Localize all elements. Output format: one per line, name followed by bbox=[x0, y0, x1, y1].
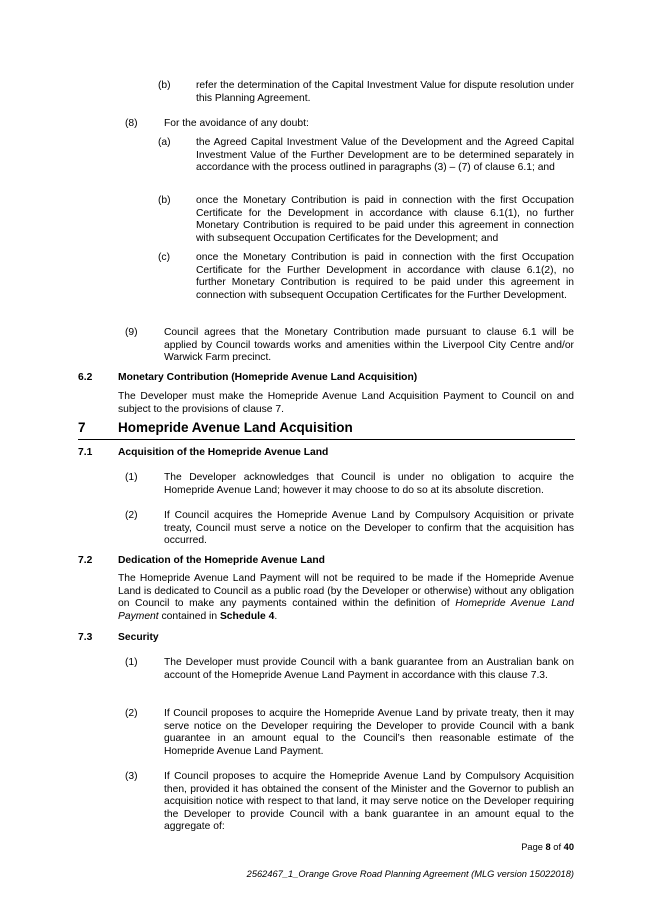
section-text-end: . bbox=[274, 610, 278, 622]
section-number: 6.2 bbox=[78, 372, 93, 383]
item-label: (b) bbox=[158, 195, 171, 206]
section-text-part: contained in bbox=[161, 610, 218, 622]
page-of: of bbox=[553, 842, 562, 852]
item-label: (8) bbox=[125, 118, 138, 129]
item-label: (2) bbox=[125, 708, 138, 719]
clause-number: 7 bbox=[78, 420, 86, 435]
item-text: Council agrees that the Monetary Contribution made pursuant to clause 6.1 will be applied by Council towards works and amenities within the Liverpool City Centre and/or Warwick Farm precinct. bbox=[164, 327, 574, 364]
schedule-reference: Schedule 4 bbox=[219, 610, 275, 622]
section-title: Acquisition of the Homepride Avenue Land bbox=[118, 447, 329, 458]
section-title: Security bbox=[118, 632, 159, 643]
section-number: 7.3 bbox=[78, 632, 93, 643]
item-text: If Council proposes to acquire the Homepride Avenue Land by Compulsory Acquisition then, provided it has obtained the consent of the Minister and the Governor to publish an acquisition notice with respect to that land, it may serve notice on the Developer requiring the Developer to provide Council with a bank guarantee in an amount equal to the aggregate of: bbox=[164, 771, 574, 833]
item-label: (1) bbox=[125, 657, 138, 668]
item-label: (1) bbox=[125, 472, 138, 483]
section-text-part: The Homepride Avenue Land Payment will not be required to be made if the Homepride Avenue Land is dedicated to Council as a public road (by the Developer or otherwise) without any obligation on Council to make any payments contained within the definition of bbox=[118, 573, 574, 610]
item-text: once the Monetary Contribution is paid in connection with the first Occupation Certificate for the Development in accordance with clause 6.1(1), no further Monetary Contribution is required to be paid under this agreement in connection with subsequent Occupation Certificates for the Development; and bbox=[196, 195, 574, 244]
defined-term: Homepride Avenue Land Payment bbox=[118, 598, 574, 622]
page-number bbox=[521, 841, 574, 854]
item-text: The Developer must provide Council with a bank guarantee from an Australian bank on account of the Homepride Avenue Land Payment in accordance with this clause 7.3. bbox=[164, 657, 574, 681]
section-title: Monetary Contribution (Homepride Avenue Land Acquisition) bbox=[118, 372, 418, 383]
clause-title: Homepride Avenue Land Acquisition bbox=[118, 420, 353, 435]
page-prefix: Page bbox=[521, 842, 543, 852]
item-text: For the avoidance of any doubt: bbox=[164, 118, 309, 129]
item-label: (c) bbox=[158, 252, 171, 263]
item-text: the Agreed Capital Investment Value of the Development and the Agreed Capital Investment Value of the Further Development are to be determined separately in accordance with the process outlined in paragraphs (3) – (7) of clause 6.1; and bbox=[196, 137, 574, 174]
section-number: 7.1 bbox=[78, 447, 93, 458]
item-text: If Council acquires the Homepride Avenue Land by Compulsory Acquisition or private treaty, Council must serve a notice on the Developer to confirm that the acquisition has occurred. bbox=[164, 510, 574, 547]
document-reference: 2562467_1_Orange Grove Road Planning Agreement (MLG version 15022018) bbox=[246, 869, 574, 879]
item-text: once the Monetary Contribution is paid in connection with the first Occupation Certificate for the Further Development in accordance with clause 6.1(2), no further Monetary Contribution is required to be paid under this agreement in connection with subsequent Occupation Certificates for the Further Development. bbox=[196, 252, 574, 301]
heading-rule bbox=[78, 439, 575, 440]
item-text: The Developer acknowledges that Council is under no obligation to acquire the Homepride Avenue Land; however it may choose to do so at its absolute discretion. bbox=[164, 472, 574, 496]
section-text: The Developer must make the Homepride Avenue Land Acquisition Payment to Council on and subject to the provisions of clause 7. bbox=[118, 391, 574, 415]
item-label: (a) bbox=[158, 137, 171, 148]
section-title: Dedication of the Homepride Avenue Land bbox=[118, 555, 325, 566]
section-text bbox=[118, 573, 574, 623]
section-number: 7.2 bbox=[78, 555, 93, 566]
item-text: refer the determination of the Capital Investment Value for dispute resolution under this Planning Agreement. bbox=[196, 80, 574, 104]
item-label: (3) bbox=[125, 771, 138, 782]
page-total: 40 bbox=[563, 842, 574, 852]
page-current: 8 bbox=[545, 842, 551, 852]
item-text: If Council proposes to acquire the Homepride Avenue Land by private treaty, then it may serve notice on the Developer requiring the Developer to provide Council with a bank guarantee in an amount equal to the Council’s then reasonable estimate of the Homepride Avenue Land Payment. bbox=[164, 708, 574, 757]
item-label: (2) bbox=[125, 510, 138, 521]
item-label: (9) bbox=[125, 327, 138, 338]
item-label: (b) bbox=[158, 80, 171, 91]
